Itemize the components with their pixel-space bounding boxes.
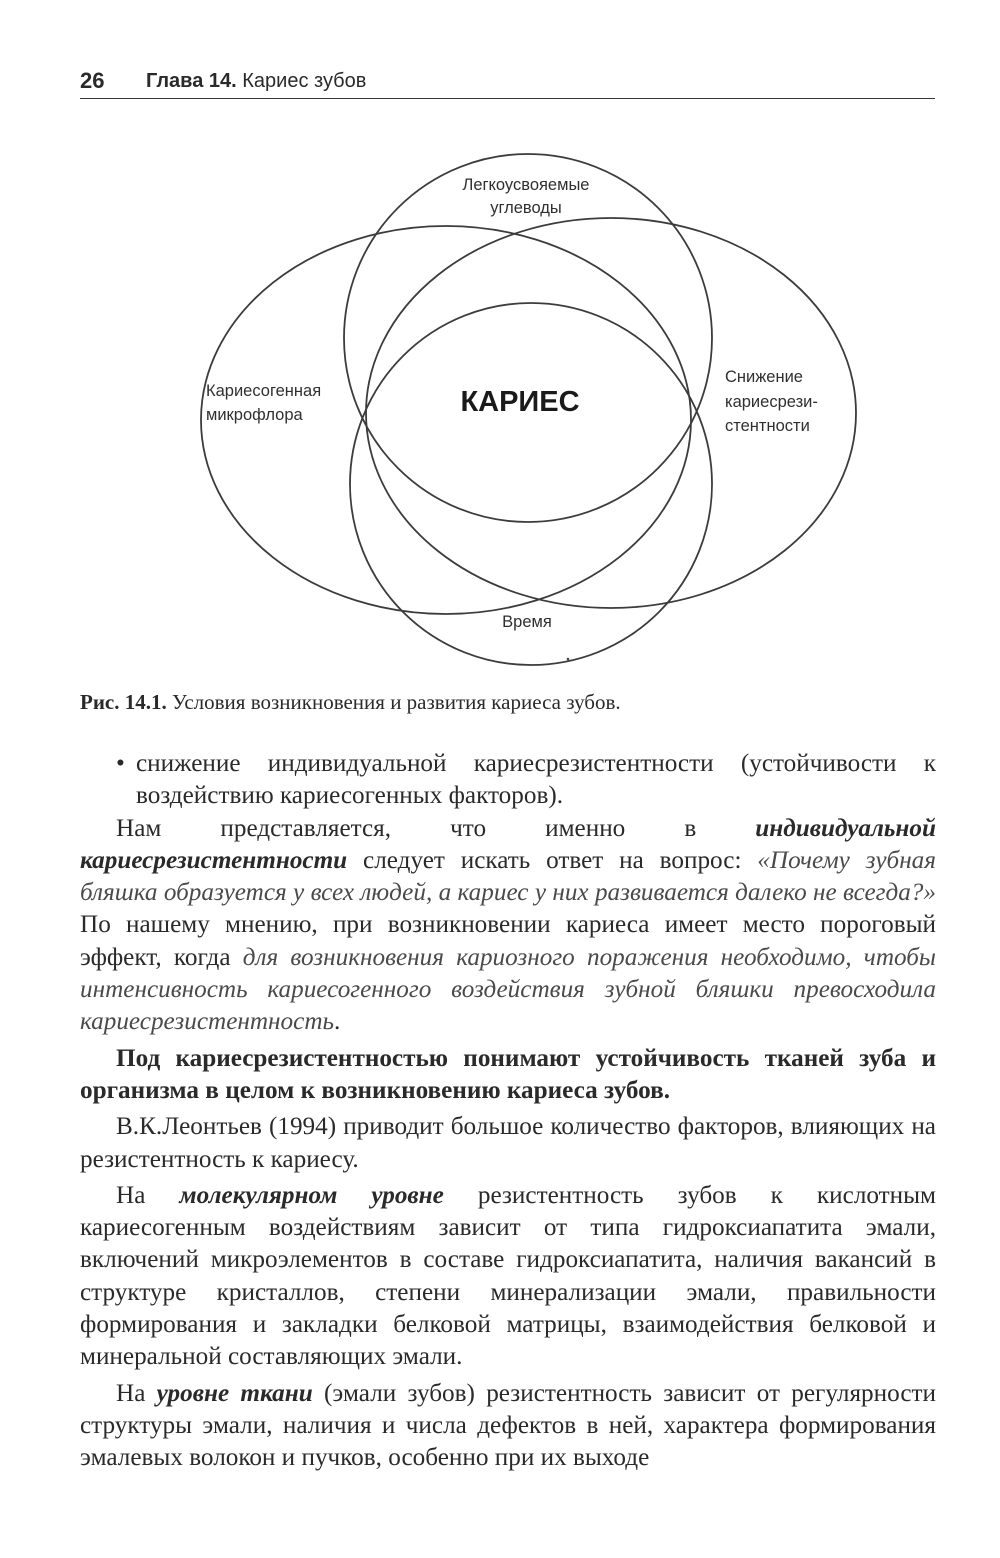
- caption-text: Условия возникновения и развития кариеса зубов.: [172, 690, 621, 714]
- label-resistance-line3: стентности: [725, 417, 810, 435]
- body-text: [80, 748, 936, 1475]
- label-resistance-line2: кариесрези-: [725, 393, 818, 411]
- caption-prefix: Рис. 14.1.: [80, 690, 167, 714]
- p1-italic-threshold: для возникновения кариозного поражения необходимо, чтобы интенсивность кариесогенного воздействия зубной бляшки превосходила кариесрезистентность: [80, 943, 936, 1036]
- paragraph-4: [80, 1180, 936, 1374]
- p4-text-a: На: [116, 1181, 180, 1209]
- p5-text-c: (эмали зубов) резистентность зависит от регулярности структуры эмали, наличия и числа дефектов в ней, характера формирования эмалевых волокон и пучков, особенно при их выходе: [80, 1379, 936, 1472]
- bullet-item: [80, 748, 936, 813]
- p1-emphasis-resistance: индивидуальной кариесрезистентности: [80, 814, 936, 874]
- bullet-marker: •: [116, 750, 125, 777]
- p1-text-a: Нам представляется, что именно в: [116, 814, 756, 842]
- paragraph-2-definition: Под кариесрезистентностью понимают устойчивость тканей зуба и организма в целом к возникновению кариеса зубов.: [80, 1044, 936, 1104]
- p1-period: .: [333, 1008, 341, 1036]
- label-microflora-line2: микрофлора: [206, 406, 303, 424]
- label-resistance-line1: Снижение: [725, 368, 803, 386]
- page-number: 26: [80, 68, 105, 93]
- venn-diagram: [0, 0, 1000, 690]
- p1-text-e: По нашему мнению, при возникновении кариеса имеет место пороговый эффект, когда: [80, 911, 936, 971]
- p1-question-quote: «Почему зубная бляшка образуется у всех людей, а кариес у них развивается далеко не всегда?»: [80, 846, 936, 907]
- bullet-text: снижение индивидуальной кариесрезистентности (устойчивости к воздействию кариесогенных факторов).: [136, 750, 936, 810]
- p4-emphasis-molecular: молекулярном уровне: [179, 1181, 444, 1209]
- chapter-label: Глава 14.: [146, 70, 237, 92]
- label-carbohydrates-line2: углеводы: [490, 199, 562, 217]
- p5-text-a: На: [116, 1379, 157, 1407]
- paragraph-1: [80, 813, 936, 1039]
- label-microflora-line1: Кариесогенная: [206, 382, 322, 400]
- paragraph-5: [80, 1378, 936, 1475]
- figure-caption: [80, 690, 940, 715]
- p5-emphasis-tissue: уровне ткани: [156, 1379, 313, 1407]
- label-carbohydrates-line1: Легкоусвояемые: [462, 176, 590, 194]
- stray-dot: [567, 658, 570, 661]
- label-time: Время: [502, 613, 552, 631]
- label-caries-center: КАРИЕС: [460, 386, 580, 418]
- p1-text-c: следует искать ответ на вопрос:: [347, 846, 758, 874]
- paragraph-3: В.К.Леонтьев (1994) приводит большое количество факторов, влияющих на резистентность к кариесу.: [80, 1113, 936, 1173]
- p4-text-c: резистентность зубов к кислотным кариесогенным воздействиям зависит от типа гидроксиапатита эмали, включений микроэлементов в составе гидроксиапатита, наличия вакансий в структуре кристаллов, степени минерализации эмали, правильности формирования и закладки белковой матрицы, взаимодействия белковой и минеральной составляющих эмали.: [80, 1181, 936, 1371]
- chapter-title: Кариес зубов: [242, 70, 367, 92]
